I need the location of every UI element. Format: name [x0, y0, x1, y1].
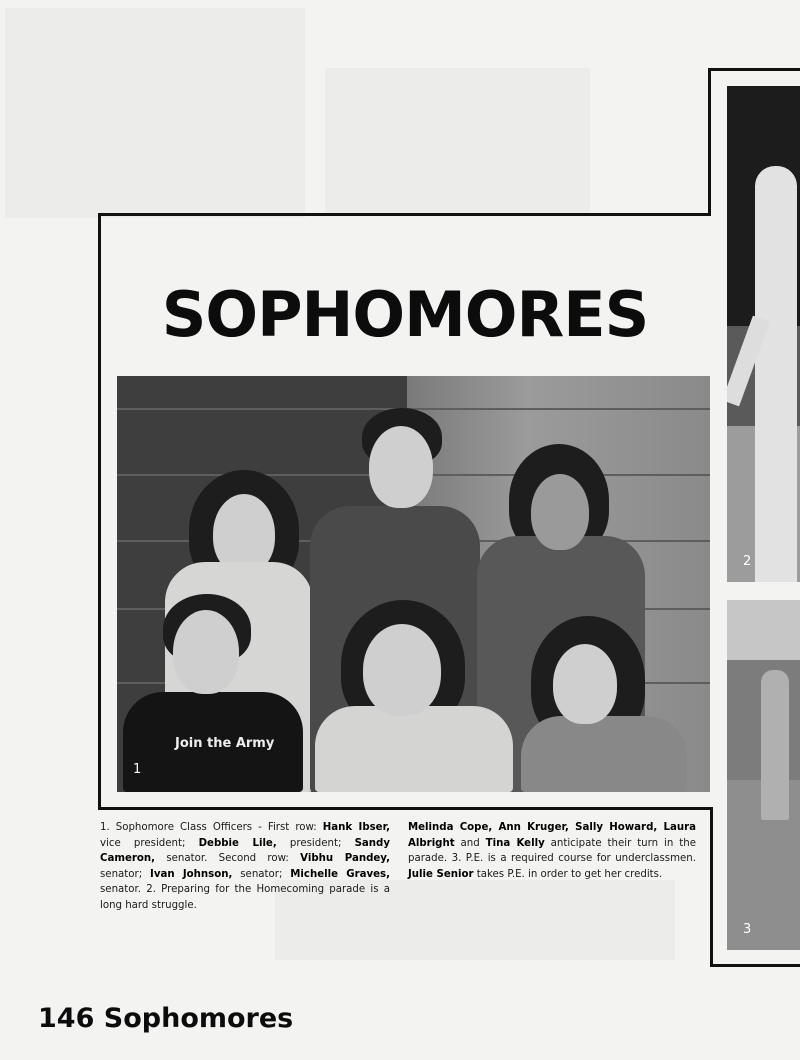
page-number: 146	[38, 1003, 95, 1034]
caption-text: senator;	[232, 868, 291, 880]
class-officers-photo	[117, 376, 710, 792]
frame-rule	[708, 68, 800, 71]
pe-class-photo	[727, 600, 800, 950]
caption-name: Michelle Graves,	[290, 868, 390, 880]
frame-rule	[710, 964, 800, 967]
frame-rule	[98, 807, 712, 810]
photo-number-1: 1	[133, 762, 142, 777]
caption-name: Tina Kelly	[485, 837, 545, 849]
caption-text: president;	[276, 837, 355, 849]
frame-rule	[708, 68, 711, 216]
caption-text: and	[454, 837, 486, 849]
caption-text: 1. Sophomore Class Officers - First row:	[100, 822, 323, 833]
section-name: Sophomores	[103, 1003, 294, 1034]
bleed-through-shadow	[5, 8, 305, 218]
caption-text: takes P.E. in order to get her credits.	[473, 868, 663, 880]
frame-rule	[710, 807, 713, 967]
caption-text: senator. 2. Preparing for the Homecoming parade is a long hard struggle.	[100, 884, 390, 911]
homecoming-parade-photo	[727, 86, 800, 582]
page-folio	[38, 1003, 293, 1034]
page-title: SOPHOMORES	[161, 278, 649, 351]
caption-name: Debbie Lile,	[198, 837, 277, 849]
caption-text: anticipate their turn in the parade. 3. P.E. is a required course for underclassmen.	[408, 837, 696, 865]
frame-rule	[98, 213, 710, 216]
caption-text: senator. Second row:	[155, 853, 301, 865]
caption-text: vice president;	[100, 837, 199, 849]
caption-left	[100, 820, 390, 914]
photo-number-3: 3	[743, 922, 752, 937]
caption-text: senator;	[100, 868, 151, 880]
caption-name: Vibhu Pandey,	[300, 853, 390, 865]
caption-name: Ivan Johnson,	[150, 868, 233, 880]
caption-name: Melinda Cope, Ann Kruger, Sally Howard, Laura Albright	[408, 822, 696, 849]
caption-name: Sandy Cameron,	[100, 837, 390, 865]
caption-name: Hank Ibser,	[322, 822, 390, 833]
bleed-through-shadow	[325, 68, 590, 213]
caption-right	[408, 820, 696, 882]
shirt-text: Join the Army	[175, 736, 275, 751]
photo-number-2: 2	[743, 554, 752, 569]
caption-name: Julie Senior	[408, 868, 474, 880]
